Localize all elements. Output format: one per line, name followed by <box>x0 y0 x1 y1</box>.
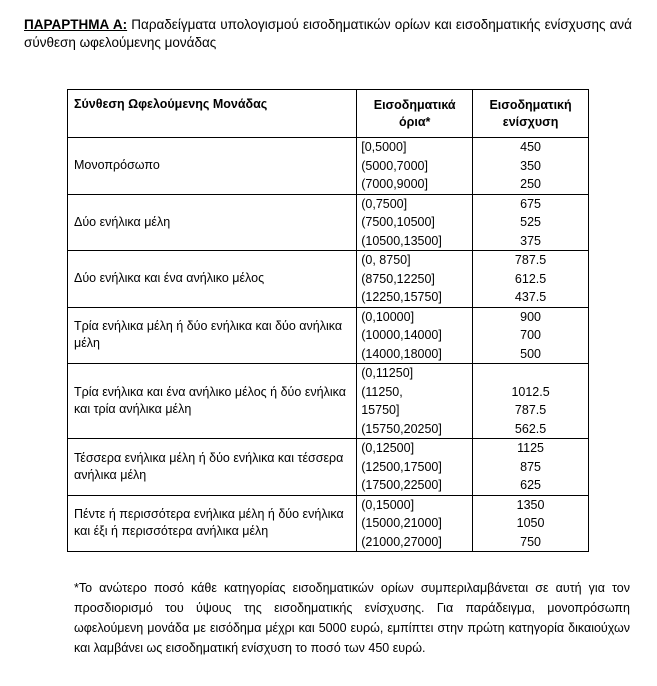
footnote: *Το ανώτερο ποσό κάθε κατηγορίας εισοδηματικών ορίων συμπεριλαμβάνεται σε αυτή για τον προσδιορισμό του ύψους της εισοδηματικής ενίσχυσης. Για παράδειγμα, μονοπρόσωπη ωφελούμενη μονάδα με εισόδημα μέχρι και 5000 ευρώ, εμπίπτει στην πρώτη κατηγορία δικαιούχων και λαμβάνει ως εισοδηματική ενίσχυση το ποσό των 450 ευρώ. <box>74 581 630 655</box>
table-row <box>68 439 589 496</box>
support-amount: 625 <box>520 478 541 492</box>
support-amount-cell <box>473 307 589 364</box>
income-range: (12500,17500] <box>361 459 442 474</box>
income-range: (21000,27000] <box>361 534 442 549</box>
income-range: (5000,7000] <box>361 158 428 173</box>
table-row <box>68 194 589 251</box>
table-row <box>68 307 589 364</box>
support-amount: 1350 <box>516 497 545 512</box>
support-amount: 750 <box>520 534 541 549</box>
income-range: (15000,21000] <box>361 516 442 530</box>
household-composition: Δύο ενήλικα και ένα ανήλικο μέλος <box>68 251 357 308</box>
support-amount: 525 <box>520 215 541 229</box>
income-range: (0,15000] <box>361 497 415 512</box>
support-amount-cell <box>473 194 589 251</box>
income-range: (17500,22500] <box>361 478 442 492</box>
header-income-support: Εισοδηματική ενίσχυση <box>473 90 589 138</box>
support-amount: 787.5 <box>514 253 547 267</box>
table-row <box>68 364 589 439</box>
support-amount-cell <box>473 251 589 308</box>
income-range: (0,10000] <box>361 309 415 324</box>
household-composition: Μονοπρόσωπο <box>68 138 357 195</box>
support-amount: 375 <box>520 233 541 248</box>
income-range-cell <box>357 138 473 195</box>
support-amount-cell <box>473 495 589 552</box>
household-composition: Τέσσερα ενήλικα μέλη ή δύο ενήλικα και τέσσερα ανήλικα μέλη <box>68 439 357 496</box>
income-range-cell <box>357 495 473 552</box>
annex-heading <box>24 16 632 52</box>
support-amount: 700 <box>520 328 541 342</box>
table-row <box>68 251 589 308</box>
support-amount: 1050 <box>516 516 545 530</box>
income-range-cell <box>357 364 473 439</box>
support-amount: 350 <box>520 158 541 173</box>
income-range: (0,11250] <box>361 366 414 380</box>
income-range: (0,12500] <box>361 441 415 455</box>
income-range: (12250,15750] <box>361 290 442 304</box>
income-range: (10000,14000] <box>361 328 442 342</box>
support-amount: 437.5 <box>514 290 547 304</box>
support-amount: 250 <box>520 177 541 191</box>
household-composition: Τρία ενήλικα και ένα ανήλικο μέλος ή δύο ενήλικα και τρία ανήλικα μέλη <box>68 364 357 439</box>
income-range-cell <box>357 194 473 251</box>
table-body <box>68 138 589 552</box>
table-row <box>68 138 589 195</box>
support-amount: 900 <box>520 309 541 324</box>
support-amount: 675 <box>520 196 541 211</box>
income-range: (8750,12250] <box>361 271 435 286</box>
income-range: (7000,9000] <box>361 177 428 191</box>
income-range-cell <box>357 307 473 364</box>
household-composition: Δύο ενήλικα μέλη <box>68 194 357 251</box>
support-amount <box>473 364 588 383</box>
support-amount: 500 <box>520 346 541 361</box>
income-range: (14000,18000] <box>361 346 442 361</box>
support-amount-cell <box>473 138 589 195</box>
annex-label: ΠΑΡΑΡΤΗΜΑ Α: <box>24 17 128 32</box>
header-composition: Σύνθεση Ωφελούμενης Μονάδας <box>68 90 357 138</box>
income-range-cell <box>357 439 473 496</box>
support-amount: 562.5 <box>514 421 547 436</box>
table-header-row <box>68 90 589 138</box>
income-range: (15750,20250] <box>361 421 442 436</box>
header-income-limits: Εισοδηματικά όρια* <box>357 90 473 138</box>
support-amount: 787.5 <box>514 403 547 417</box>
support-amount: 1125 <box>517 441 544 455</box>
support-amount: 450 <box>520 140 541 154</box>
support-amount: 1012.5 <box>511 384 550 399</box>
support-amount: 612.5 <box>514 271 547 286</box>
annex-title: Παραδείγματα υπολογισμού εισοδηματικών ορίων και εισοδηματικής ενίσχυσης ανά σύνθεση ωφελούμενης μονάδας <box>24 17 632 50</box>
support-amount-cell <box>473 439 589 496</box>
income-range: (11250, <box>361 384 403 399</box>
income-limits-table <box>67 89 589 552</box>
support-amount: 875 <box>520 459 541 474</box>
table-row <box>68 495 589 552</box>
support-amount-cell <box>473 364 589 439</box>
income-range: (7500,10500] <box>361 215 435 229</box>
income-range: 15750] <box>361 403 400 417</box>
income-range: [0,5000] <box>361 140 407 154</box>
income-range: (10500,13500] <box>361 233 442 248</box>
income-range: (0,7500] <box>361 196 408 211</box>
household-composition: Τρία ενήλικα μέλη ή δύο ενήλικα και δύο ανήλικα μέλη <box>68 307 357 364</box>
household-composition: Πέντε ή περισσότερα ενήλικα μέλη ή δύο ενήλικα και έξι ή περισσότερα ανήλικα μέλη <box>68 495 357 552</box>
income-range: (0, 8750] <box>361 253 411 267</box>
income-range-cell <box>357 251 473 308</box>
